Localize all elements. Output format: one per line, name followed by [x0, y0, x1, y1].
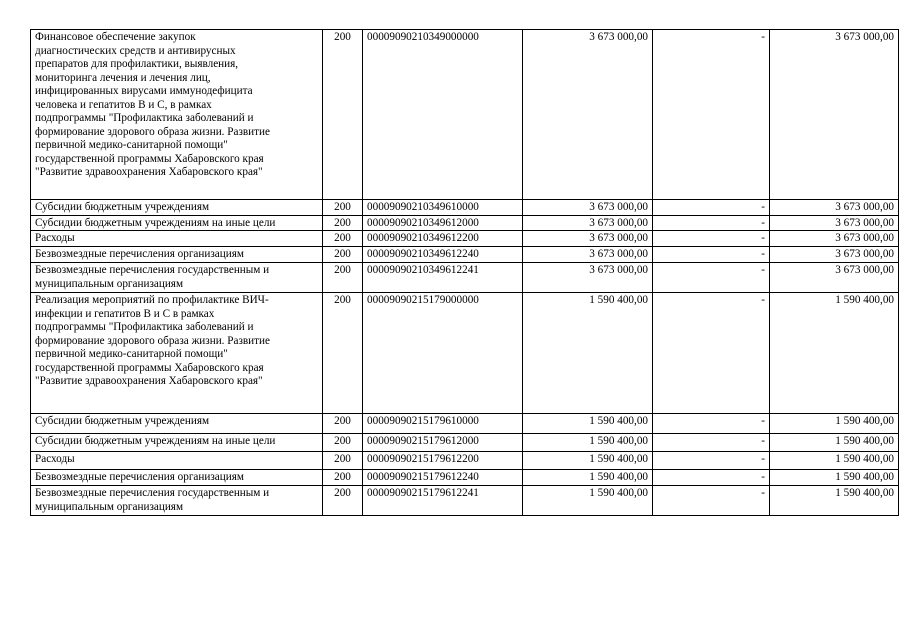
- row-value-1-cell: 1 590 400,00: [523, 486, 653, 516]
- row-name-cell: Реализация мероприятий по профилактике ВИЧ- инфекции и гепатитов В и С в рамках подпрограммы "Профилактика заболеваний и формирование здорового образа жизни. Развитие первичной медико-санитарной помощи" государственной программы Хабаровского края "Развитие здравоохранения Хабаровского края": [31, 293, 323, 414]
- row-code-cell: 00009090210349612000: [363, 215, 523, 231]
- row-value-2-cell: -: [653, 263, 770, 293]
- row-value-1-cell: 3 673 000,00: [523, 263, 653, 293]
- row-value-3-cell: 3 673 000,00: [770, 231, 899, 247]
- row-code-cell: 00009090215179000000: [363, 293, 523, 414]
- row-code-cell: 00009090210349612240: [363, 247, 523, 263]
- row-value-2-cell: -: [653, 452, 770, 470]
- row-value-3-cell: 1 590 400,00: [770, 486, 899, 516]
- table-row: [31, 452, 899, 470]
- row-grbs-cell: 200: [323, 470, 363, 486]
- row-code-cell: 00009090215179612240: [363, 470, 523, 486]
- row-value-3-cell: 3 673 000,00: [770, 263, 899, 293]
- row-value-1-cell: 1 590 400,00: [523, 470, 653, 486]
- row-value-2-cell: -: [653, 486, 770, 516]
- row-value-1-cell: 3 673 000,00: [523, 215, 653, 231]
- row-grbs-cell: 200: [323, 200, 363, 216]
- table-row: [31, 200, 899, 216]
- row-code-cell: 00009090210349612241: [363, 263, 523, 293]
- row-value-1-cell: 3 673 000,00: [523, 247, 653, 263]
- row-grbs-cell: 200: [323, 215, 363, 231]
- row-grbs-cell: 200: [323, 414, 363, 434]
- row-name-cell: Субсидии бюджетным учреждениям: [31, 414, 323, 434]
- row-grbs-cell: 200: [323, 293, 363, 414]
- row-value-2-cell: -: [653, 247, 770, 263]
- row-grbs-cell: 200: [323, 486, 363, 516]
- row-value-2-cell: -: [653, 30, 770, 200]
- row-value-3-cell: 1 590 400,00: [770, 470, 899, 486]
- row-value-2-cell: -: [653, 470, 770, 486]
- row-grbs-cell: 200: [323, 247, 363, 263]
- row-grbs-cell: 200: [323, 434, 363, 452]
- row-name-cell: Безвозмездные перечисления государственным и муниципальным организациям: [31, 486, 323, 516]
- table-row: [31, 470, 899, 486]
- row-code-cell: 00009090210349610000: [363, 200, 523, 216]
- row-value-1-cell: 3 673 000,00: [523, 30, 653, 200]
- row-value-2-cell: -: [653, 200, 770, 216]
- row-name-cell: Безвозмездные перечисления организациям: [31, 470, 323, 486]
- row-value-3-cell: 1 590 400,00: [770, 414, 899, 434]
- table-row: [31, 231, 899, 247]
- row-code-cell: 00009090215179612241: [363, 486, 523, 516]
- row-code-cell: 00009090215179610000: [363, 414, 523, 434]
- row-grbs-cell: 200: [323, 231, 363, 247]
- row-code-cell: 00009090215179612200: [363, 452, 523, 470]
- row-value-3-cell: 1 590 400,00: [770, 434, 899, 452]
- row-name-cell: Финансовое обеспечение закупок диагностических средств и антивирусных препаратов для профилактики, выявления, мониторинга лечения и лечения лиц, инфицированных вирусами иммунодефицита человека и гепатитов В и С, в рамках подпрограммы "Профилактика заболеваний и формирование здорового образа жизни. Развитие первичной медико-санитарной помощи" государственной программы Хабаровского края "Развитие здравоохранения Хабаровского края": [31, 30, 323, 200]
- table-row: [31, 247, 899, 263]
- row-value-2-cell: -: [653, 414, 770, 434]
- row-name-cell: Расходы: [31, 452, 323, 470]
- table-row: [31, 215, 899, 231]
- row-name-cell: Расходы: [31, 231, 323, 247]
- row-grbs-cell: 200: [323, 263, 363, 293]
- row-grbs-cell: 200: [323, 30, 363, 200]
- row-code-cell: 00009090210349612200: [363, 231, 523, 247]
- row-name-cell: Безвозмездные перечисления организациям: [31, 247, 323, 263]
- row-code-cell: 00009090215179612000: [363, 434, 523, 452]
- row-value-2-cell: -: [653, 434, 770, 452]
- row-grbs-cell: 200: [323, 452, 363, 470]
- row-value-1-cell: 1 590 400,00: [523, 414, 653, 434]
- table-row: [31, 486, 899, 516]
- budget-table-body: [31, 30, 899, 516]
- table-row: [31, 263, 899, 293]
- row-value-1-cell: 1 590 400,00: [523, 452, 653, 470]
- row-name-cell: Безвозмездные перечисления государственным и муниципальным организациям: [31, 263, 323, 293]
- row-value-2-cell: -: [653, 293, 770, 414]
- row-value-3-cell: 1 590 400,00: [770, 452, 899, 470]
- row-value-3-cell: 3 673 000,00: [770, 200, 899, 216]
- budget-table: [30, 29, 899, 516]
- row-name-cell: Субсидии бюджетным учреждениям: [31, 200, 323, 216]
- table-row: [31, 293, 899, 414]
- row-value-1-cell: 3 673 000,00: [523, 231, 653, 247]
- row-value-1-cell: 1 590 400,00: [523, 293, 653, 414]
- row-value-1-cell: 3 673 000,00: [523, 200, 653, 216]
- row-value-3-cell: 3 673 000,00: [770, 215, 899, 231]
- row-code-cell: 00009090210349000000: [363, 30, 523, 200]
- row-name-cell: Субсидии бюджетным учреждениям на иные цели: [31, 434, 323, 452]
- table-row: [31, 434, 899, 452]
- row-value-3-cell: 3 673 000,00: [770, 30, 899, 200]
- row-name-cell: Субсидии бюджетным учреждениям на иные цели: [31, 215, 323, 231]
- row-value-3-cell: 1 590 400,00: [770, 293, 899, 414]
- row-value-3-cell: 3 673 000,00: [770, 247, 899, 263]
- row-value-2-cell: -: [653, 231, 770, 247]
- table-row: [31, 414, 899, 434]
- row-value-1-cell: 1 590 400,00: [523, 434, 653, 452]
- table-row: [31, 30, 899, 200]
- row-value-2-cell: -: [653, 215, 770, 231]
